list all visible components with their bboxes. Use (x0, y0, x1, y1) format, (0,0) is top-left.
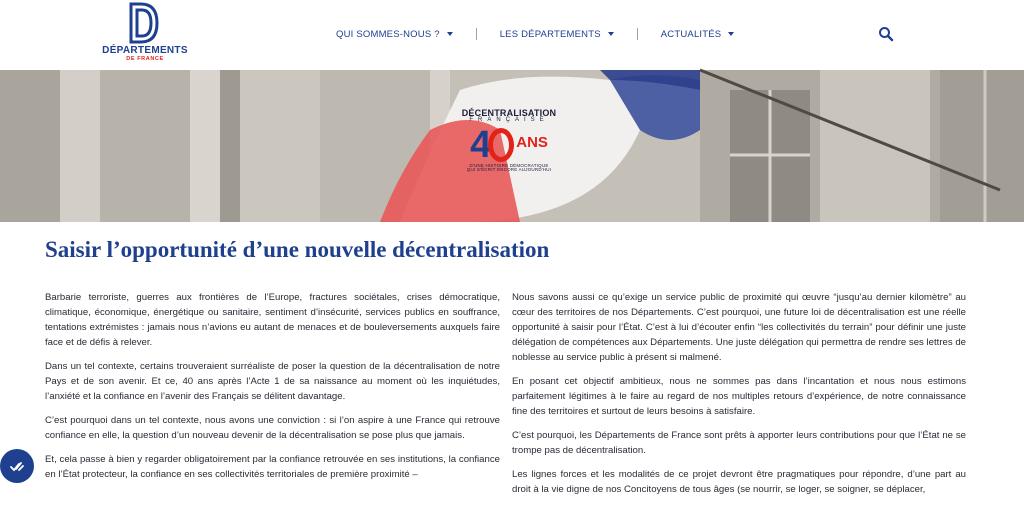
badge-tagline-2: QUI S'ÉCRIT ENCORE AUJOURD'HUI (466, 167, 552, 172)
nav-divider (637, 28, 638, 40)
chevron-down-icon (447, 32, 453, 36)
main-nav (336, 24, 734, 44)
badge-tagline-1: D'UNE HISTOIRE DÉMOCRATIQUE (469, 163, 549, 168)
accessibility-button[interactable] (0, 449, 34, 483)
anniversary-badge (448, 108, 570, 173)
nav-divider (476, 28, 477, 40)
badge-digit: 4 (470, 124, 492, 166)
site-logo[interactable] (100, 2, 190, 68)
paragraph: C’est pourquoi dans un tel contexte, nous avons une conviction : si l’on aspire à une France qui retrouve confiance en elle, la question d’un nouveau devenir de la décentralisation se pose plus que jamais. (45, 415, 500, 441)
zero-ring-icon (488, 128, 514, 162)
hero-banner (0, 70, 1024, 222)
accessibility-icon (8, 457, 26, 475)
chevron-down-icon (728, 32, 734, 36)
logo-subtitle: DE FRANCE (126, 56, 164, 62)
paragraph: C’est pourquoi, les Départements de France sont prêts à apporter leurs contributions pour que l’État ne se trompe pas de décentralisation. (512, 430, 966, 456)
paragraph: Dans un tel contexte, certains trouveraient surréaliste de poser la question de la décentralisation de notre Pays et de son avenir. Et ce, 40 ans après l’Acte 1 de sa naissance au moment où les inquiétudes, l’anxiété et la confiance en l’avenir des Français se délitent davantage. (45, 361, 500, 402)
article-column-left (45, 290, 500, 491)
badge-number (448, 125, 570, 165)
nav-item-qui-sommes-nous[interactable] (336, 29, 453, 40)
badge-ans: ANS (516, 133, 548, 151)
nav-item-actualites[interactable] (661, 29, 735, 40)
nav-item-label: QUI SOMMES-NOUS ? (336, 28, 440, 40)
site-header (0, 0, 1024, 70)
nav-item-label: LES DÉPARTEMENTS (499, 28, 601, 40)
search-button[interactable] (878, 26, 894, 42)
page-title: Saisir l’opportunité d’une nouvelle décentralisation (45, 237, 550, 262)
paragraph: Et, cela passe à bien y regarder obligatoirement par la confiance retrouvée en ses institutions, la confiance en l’État protecteur, la confiance en ses collectivités territoriales de première proximité – (45, 454, 500, 480)
paragraph: En posant cet objectif ambitieux, nous ne sommes pas dans l’incantation et nous nous estimons parfaitement légitimes à le faire au regard de nos multiples retours d’expérience, de notre connaissance fine des territoires et surtout de leurs besoins à satisfaire. (512, 376, 966, 417)
chevron-down-icon (608, 32, 614, 36)
nav-item-les-departements[interactable] (500, 29, 614, 40)
badge-subtitle: FRANÇAISE (469, 117, 549, 123)
badge-title: DÉCENTRALISATION (461, 108, 557, 118)
logo-name: DÉPARTEMENTS (102, 45, 188, 56)
search-icon (878, 26, 894, 42)
paragraph: Les lignes forces et les modalités de ce projet devront être pragmatiques pour répondre, d’une part au droit à la vie digne de nos Concitoyens de tous âges (se nourrir, se loger, se soigner, se déplacer, (512, 469, 966, 495)
paragraph: Nous savons aussi ce qu’exige un service public de proximité qui œuvre “jusqu’au dernier kilomètre” au cœur des territoires de nos Départements. C’est pourquoi, une future loi de décentralisation est une réelle opportunité à saisir pour l’État. C’est à lui d’écouter enfin “les collectivités du terrain” pour définir une juste délégation de compétences aux Départements. Une juste délégation qui permettra de rendre ses lettres de noblesse au service public à présent si malmené. (512, 292, 966, 363)
article-column-right (512, 290, 966, 506)
paragraph: Barbarie terroriste, guerres aux frontières de l’Europe, fractures sociétales, crises démocratique, climatique, économique, énergétique ou sanitaire, sentiment d’insécurité, services publics en souffrance, tentations extrémistes : jamais nous n’avions eu autant de menaces et de bouleversements auxquels faire face et de défis à relever. (45, 292, 500, 348)
nav-item-label: ACTUALITÉS (660, 28, 722, 40)
logo-mark-icon (127, 2, 163, 44)
